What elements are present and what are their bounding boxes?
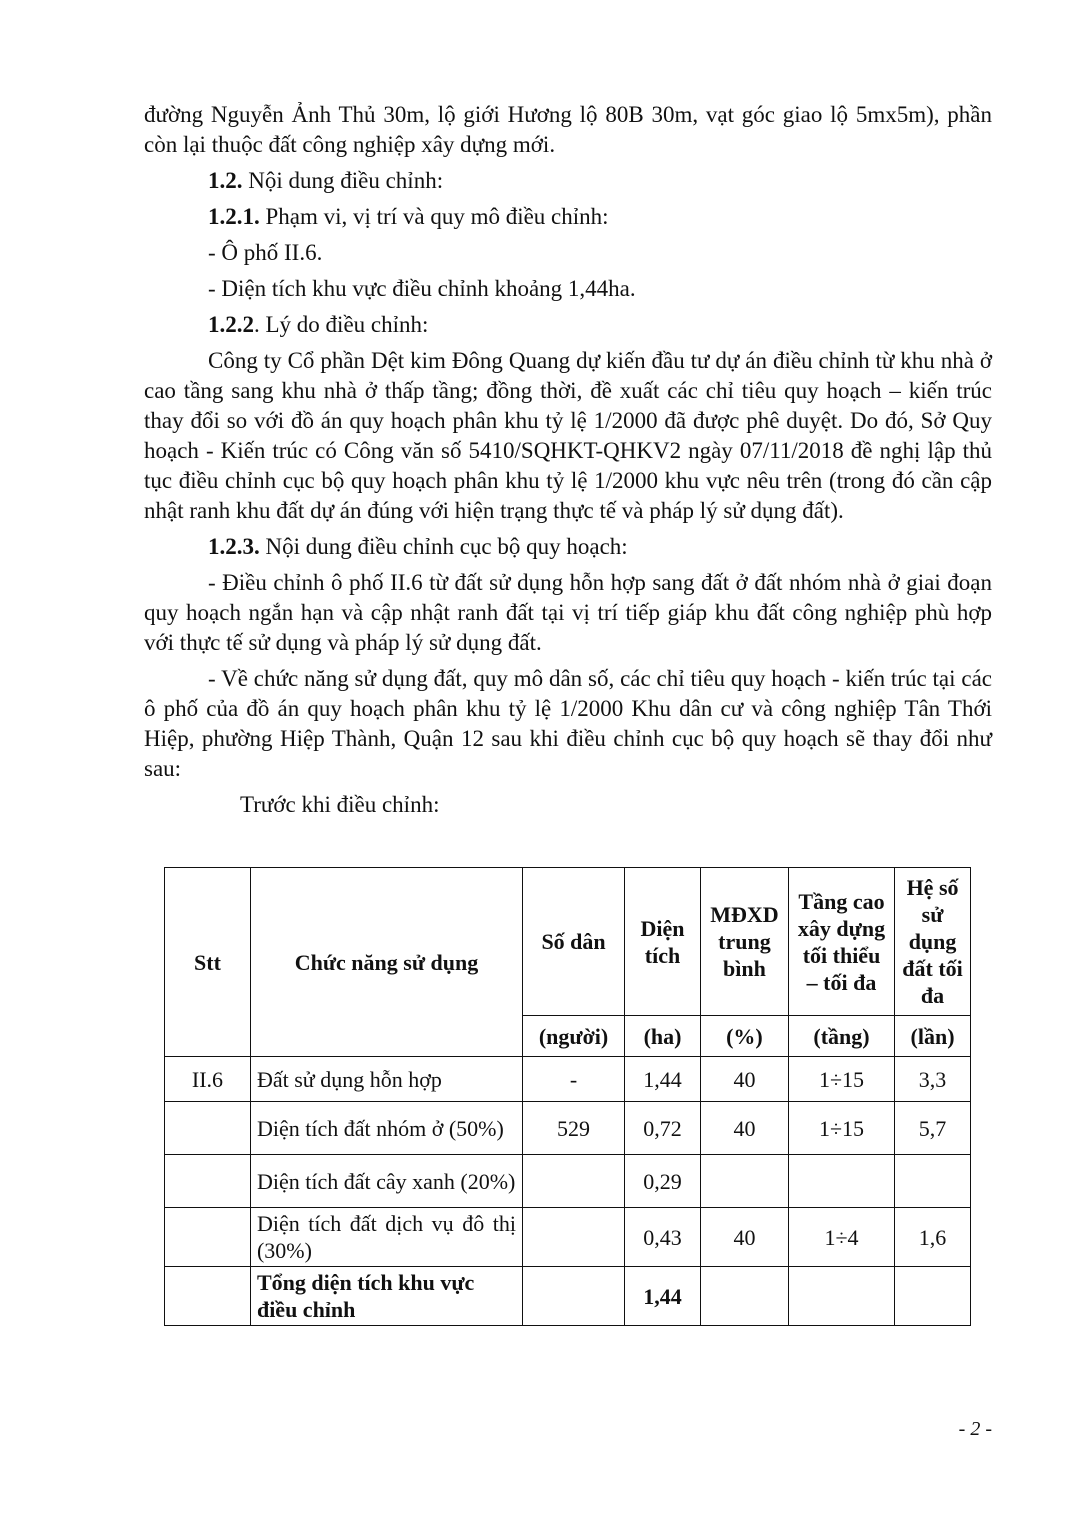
header-density: MĐXD trung bình (700, 868, 788, 1016)
cell-stt (165, 1102, 251, 1155)
heading-1-2 (144, 166, 992, 196)
cell-function: Diện tích đất dịch vụ đô thị (30%) (250, 1208, 522, 1267)
cell-coefficient: 1,6 (895, 1208, 971, 1267)
table-row (165, 1155, 971, 1208)
bullet-block: - Ô phố II.6. (208, 240, 323, 265)
cell-area: 0,43 (625, 1208, 701, 1267)
cell-floors: 1÷15 (788, 1057, 894, 1102)
unit-floors: (tầng) (788, 1016, 894, 1057)
cell-stt (165, 1267, 251, 1326)
cell-population (522, 1208, 624, 1267)
heading-1-2-1 (144, 202, 992, 232)
cell-population: 529 (522, 1102, 624, 1155)
heading-1-2-3 (144, 532, 992, 562)
table-caption: Trước khi điều chỉnh: (240, 792, 440, 817)
cell-density (700, 1155, 788, 1208)
cell-area: 0,29 (625, 1155, 701, 1208)
unit-coefficient: (lần) (895, 1016, 971, 1057)
header-function: Chức năng sử dụng (250, 868, 522, 1057)
heading-1-2-2 (144, 310, 992, 340)
section-title: Nội dung điều chỉnh cục bộ quy hoạch: (259, 534, 628, 559)
cell-density: 40 (700, 1057, 788, 1102)
cell-population (522, 1155, 624, 1208)
header-floors: Tầng cao xây dựng tối thiểu – tối đa (788, 868, 894, 1016)
cell-coefficient (895, 1155, 971, 1208)
cell-coefficient: 3,3 (895, 1057, 971, 1102)
planning-table (164, 867, 971, 1326)
cell-function: Đất sử dụng hỗn hợp (250, 1057, 522, 1102)
table-total-row (165, 1267, 971, 1326)
cell-density: 40 (700, 1208, 788, 1267)
cell-population (522, 1267, 624, 1326)
cell-floors: 1÷15 (788, 1102, 894, 1155)
body-text (144, 100, 992, 820)
table-header-row (165, 868, 971, 1016)
cell-function: Diện tích đất cây xanh (20%) (250, 1155, 522, 1208)
cell-stt (165, 1155, 251, 1208)
paragraph-reason: Công ty Cổ phần Dệt kim Đông Quang dự kiến đầu tư dự án điều chỉnh từ khu nhà ở cao tầng sang khu nhà ở thấp tầng; đồng thời, đề xuất các chỉ tiêu quy hoạch – kiến trúc thay đổi so với đồ án quy hoạch phân khu tỷ lệ 1/2000 đã được phê duyệt. Do đó, Sở Quy hoạch - Kiến trúc có Công văn số 5410/SQHKT-QHKV2 ngày 07/11/2018 đề nghị lập thủ tục điều chỉnh cục bộ quy hoạch phân khu tỷ lệ 1/2000 khu vực nêu trên (trong đó cần cập nhật ranh khu đất dự án đúng với hiện trạng thực tế và pháp lý sử dụng đất). (144, 348, 992, 523)
cell-area: 0,72 (625, 1102, 701, 1155)
section-number: 1.2.1. (208, 204, 260, 229)
cell-floors (788, 1155, 894, 1208)
page-number: - 2 - (958, 1418, 992, 1440)
table-row (165, 1102, 971, 1155)
cell-coefficient: 5,7 (895, 1102, 971, 1155)
header-stt: Stt (165, 868, 251, 1057)
header-population: Số dân (522, 868, 624, 1016)
cell-function: Diện tích đất nhóm ở (50%) (250, 1102, 522, 1155)
cell-density: 40 (700, 1102, 788, 1155)
section-title: . Lý do điều chỉnh: (254, 312, 429, 337)
bullet-adjust: - Điều chỉnh ô phố II.6 từ đất sử dụng hỗn hợp sang đất ở đất nhóm nhà ở giai đoạn quy hoạch ngắn hạn và cập nhật ranh đất tại vị trí tiếp giáp khu đất công nghiệp phù hợp với thực tế sử dụng và pháp lý sử dụng đất. (144, 570, 992, 655)
cell-stt: II.6 (165, 1057, 251, 1102)
cell-floors: 1÷4 (788, 1208, 894, 1267)
cell-coefficient (895, 1267, 971, 1326)
header-area: Diện tích (625, 868, 701, 1016)
table-row (165, 1208, 971, 1267)
bullet-function: - Về chức năng sử dụng đất, quy mô dân số, các chỉ tiêu quy hoạch - kiến trúc tại các ô phố của đồ án quy hoạch phân khu tỷ lệ 1/2000 Khu dân cư và công nghiệp Tân Thới Hiệp, phường Hiệp Thành, Quận 12 sau khi điều chỉnh cục bộ quy hoạch sẽ thay đổi như sau: (144, 666, 992, 781)
paragraph-continuation: đường Nguyễn Ảnh Thủ 30m, lộ giới Hương lộ 80B 30m, vạt góc giao lộ 5mx5m), phần còn lại thuộc đất công nghiệp xây dựng mới. (144, 102, 992, 157)
cell-area-total: 1,44 (625, 1267, 701, 1326)
bullet-area: - Diện tích khu vực điều chỉnh khoảng 1,44ha. (208, 276, 636, 301)
cell-floors (788, 1267, 894, 1326)
unit-density: (%) (700, 1016, 788, 1057)
cell-population: - (522, 1057, 624, 1102)
section-title: Phạm vi, vị trí và quy mô điều chỉnh: (259, 204, 609, 229)
header-coefficient: Hệ số sử dụng đất tối đa (895, 868, 971, 1016)
section-number: 1.2.2 (208, 312, 254, 337)
cell-density (700, 1267, 788, 1326)
cell-stt (165, 1208, 251, 1267)
unit-population: (người) (522, 1016, 624, 1057)
unit-area: (ha) (625, 1016, 701, 1057)
section-number: 1.2.3. (208, 534, 260, 559)
table-row (165, 1057, 971, 1102)
section-number: 1.2. (208, 168, 243, 193)
cell-area: 1,44 (625, 1057, 701, 1102)
cell-function-total: Tổng diện tích khu vực điều chỉnh (250, 1267, 522, 1326)
section-title: Nội dung điều chỉnh: (242, 168, 444, 193)
